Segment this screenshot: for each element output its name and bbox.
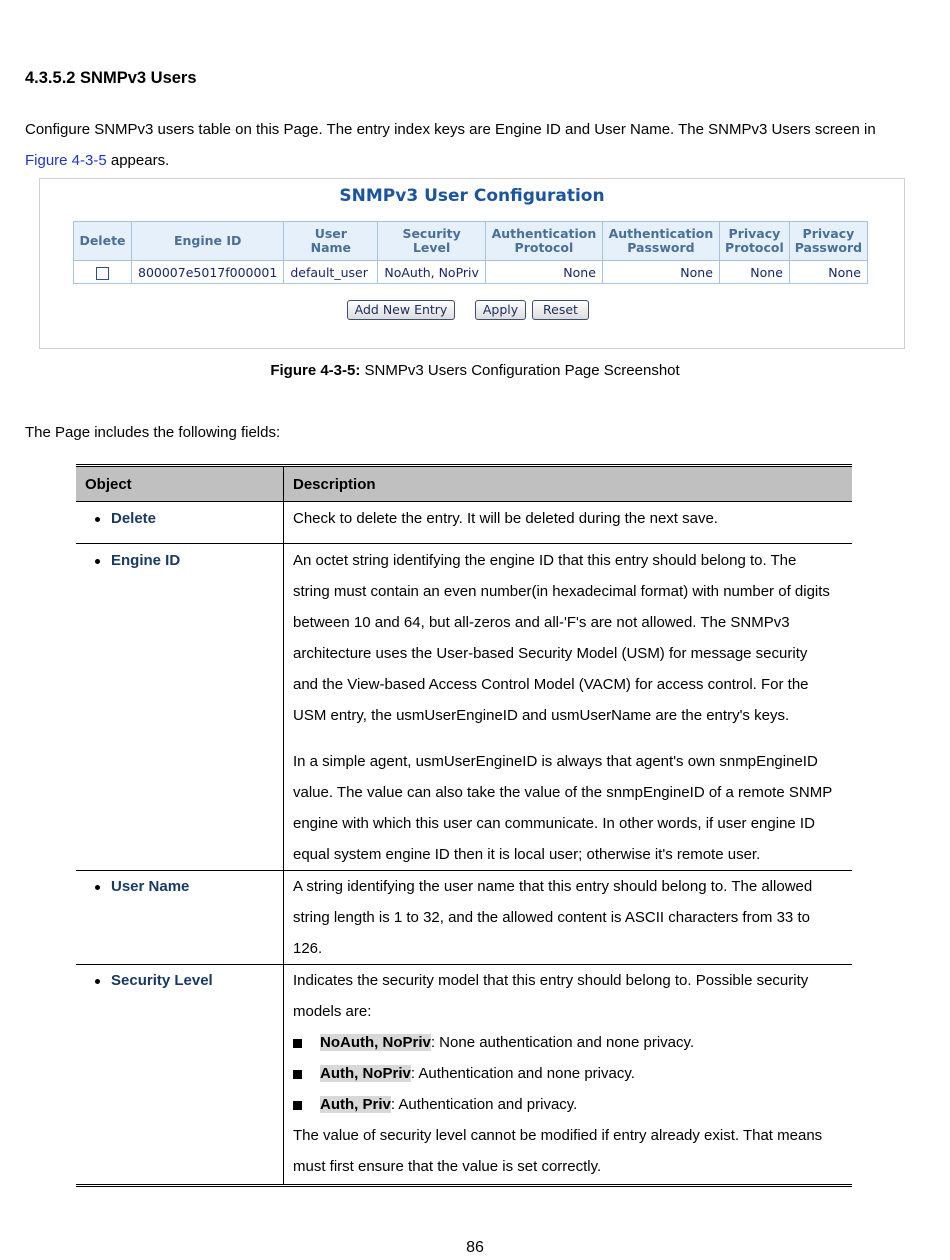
snmpv3-user-table-header	[74, 222, 868, 261]
priv-protocol-cell: None	[719, 261, 789, 284]
description-line: value. The value can also take the value of the snmpEngineID of a remote SNMP	[293, 784, 833, 801]
apply-button[interactable]: Apply	[475, 300, 526, 320]
snmpv3-user-table	[73, 221, 868, 284]
page-number: 86	[466, 1239, 484, 1256]
fields-table	[76, 464, 852, 1187]
figure-screenshot	[39, 178, 905, 349]
object-name: Delete	[111, 510, 157, 527]
description-line: models are:	[293, 1003, 372, 1020]
col-priv-password-line2: Password	[794, 240, 863, 255]
table-row	[76, 544, 852, 871]
option-item	[293, 1027, 843, 1058]
col-auth-password-line1: Authentication	[608, 226, 714, 241]
col-priv-password-line1: Privacy	[802, 226, 855, 241]
description-line: and the View-based Access Control Model (VACM) for access control. For the	[293, 676, 809, 693]
col-delete: Delete	[74, 222, 132, 261]
col-auth-password-line2: Password	[627, 240, 695, 255]
add-new-entry-button[interactable]: Add New Entry	[347, 300, 455, 320]
description-line: string must contain an even number(in hexadecimal format) with number of digits	[293, 583, 830, 600]
col-user-name	[284, 222, 378, 261]
table-row	[74, 261, 868, 284]
description-line: between 10 and 64, but all-zeros and all-'F's are not allowed. The SNMPv3	[293, 614, 790, 631]
fields-table-header	[76, 466, 852, 502]
user-name-cell: default_user	[284, 261, 378, 284]
object-cell	[76, 502, 284, 544]
engine-id-cell: 800007e5017f000001	[132, 261, 284, 284]
object-name: Engine ID	[111, 552, 181, 569]
intro-paragraph	[25, 114, 925, 176]
square-bullet-icon	[293, 1101, 302, 1110]
col-auth-password	[602, 222, 719, 261]
option-name: NoAuth, NoPriv	[320, 1034, 431, 1051]
description-line: A string identifying the user name that this entry should belong to. The allowed	[293, 878, 813, 895]
object-cell	[76, 965, 284, 1186]
header-description: Description	[284, 466, 853, 502]
option-text: : Authentication and privacy.	[390, 1096, 578, 1113]
col-auth-protocol	[485, 222, 602, 261]
intro-text-tail: appears.	[106, 152, 170, 169]
description-cell	[284, 871, 853, 965]
table-row	[76, 871, 852, 965]
description-line: architecture uses the User-based Security Model (USM) for message security	[293, 645, 808, 662]
figure-title: SNMPv3 User Configuration	[339, 186, 605, 206]
delete-checkbox[interactable]	[96, 267, 109, 280]
delete-cell	[74, 261, 132, 284]
description-line: engine with which this user can communicate. In other words, if user engine ID	[293, 815, 815, 832]
option-item	[293, 1058, 843, 1089]
intro-text: Configure SNMPv3 users table on this Page. The entry index keys are Engine ID and User Name. The SNMPv3 Users screen in	[25, 121, 876, 138]
col-auth-protocol-line2: Protocol	[514, 240, 574, 255]
col-priv-protocol-line2: Protocol	[725, 240, 784, 255]
col-user-name-line1: User	[314, 226, 347, 241]
bullet-icon	[95, 885, 100, 890]
figure-caption	[0, 362, 950, 379]
caption-text: SNMPv3 Users Configuration Page Screenshot	[360, 362, 680, 379]
object-name: User Name	[111, 878, 190, 895]
square-bullet-icon	[293, 1039, 302, 1048]
col-security-level	[378, 222, 486, 261]
bullet-icon	[95, 979, 100, 984]
description-line: Indicates the security model that this entry should belong to. Possible security	[293, 972, 809, 989]
description-line: 126.	[293, 940, 323, 957]
description-line: The value of security level cannot be modified if entry already exist. That means	[293, 1127, 823, 1144]
auth-password-cell: None	[602, 261, 719, 284]
security-level-cell: NoAuth, NoPriv	[378, 261, 486, 284]
option-text: : Authentication and none privacy.	[410, 1065, 635, 1082]
option-name: Auth, NoPriv	[320, 1065, 411, 1082]
col-priv-protocol-line1: Privacy	[728, 226, 781, 241]
col-priv-protocol	[719, 222, 789, 261]
col-security-level-line1: Security	[402, 226, 461, 241]
table-row	[76, 502, 852, 544]
description-line: An octet string identifying the engine ID that this entry should belong to. The	[293, 552, 797, 569]
col-engine-id: Engine ID	[132, 222, 284, 261]
object-cell	[76, 871, 284, 965]
table-row	[76, 965, 852, 1186]
header-object: Object	[76, 466, 284, 502]
object-cell	[76, 544, 284, 871]
description-cell	[284, 544, 853, 871]
col-auth-protocol-line1: Authentication	[491, 226, 597, 241]
figure-link[interactable]: Figure 4-3-5	[25, 152, 107, 169]
option-text: : None authentication and none privacy.	[430, 1034, 695, 1051]
description-line: In a simple agent, usmUserEngineID is always that agent's own snmpEngineID	[293, 753, 818, 770]
fields-intro: The Page includes the following fields:	[25, 424, 281, 441]
description-line: equal system engine ID then it is local user; otherwise it's remote user.	[293, 846, 761, 863]
description-cell	[284, 965, 853, 1186]
col-user-name-line2: Name	[310, 240, 352, 255]
description-line: must first ensure that the value is set correctly.	[293, 1158, 602, 1175]
square-bullet-icon	[293, 1070, 302, 1079]
description-line: USM entry, the usmUserEngineID and usmUserName are the entry's keys.	[293, 707, 790, 724]
col-security-level-line2: Level	[412, 240, 451, 255]
bullet-icon	[95, 559, 100, 564]
description-line: string length is 1 to 32, and the allowed content is ASCII characters from 33 to	[293, 909, 810, 926]
priv-password-cell: None	[789, 261, 867, 284]
section-heading: 4.3.5.2 SNMPv3 Users	[25, 69, 197, 87]
auth-protocol-cell: None	[485, 261, 602, 284]
option-name: Auth, Priv	[320, 1096, 391, 1113]
reset-button[interactable]: Reset	[532, 300, 589, 320]
col-priv-password	[789, 222, 867, 261]
caption-label: Figure 4-3-5:	[270, 362, 361, 379]
object-name: Security Level	[111, 972, 213, 989]
description-line: Check to delete the entry. It will be deleted during the next save.	[293, 510, 718, 527]
option-item	[293, 1089, 843, 1120]
description-cell	[284, 502, 853, 544]
bullet-icon	[95, 517, 100, 522]
